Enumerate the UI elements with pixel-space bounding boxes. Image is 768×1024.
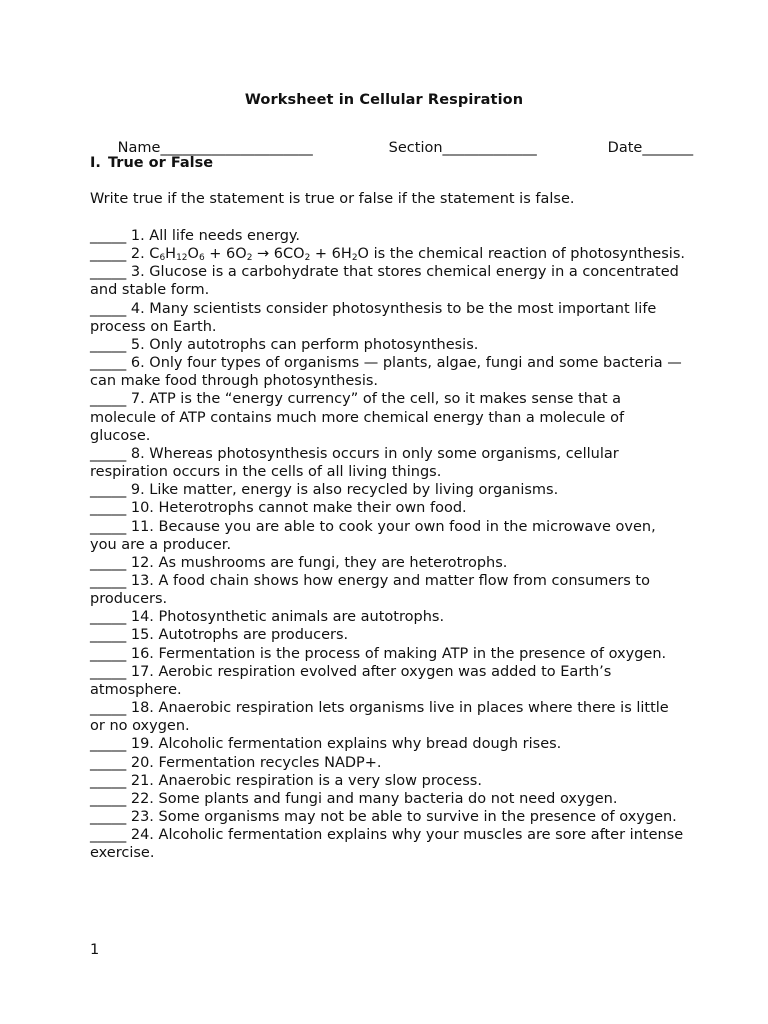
date-field[interactable]	[580, 124, 693, 172]
name-blank[interactable]: _____________________	[160, 140, 313, 156]
answer-blank[interactable]: _____	[90, 500, 127, 517]
answer-blank[interactable]: _____	[90, 355, 127, 372]
question-text: 18. Anaerobic respiration lets organisms live in places where there is little or no oxygen.	[90, 700, 669, 735]
question-item	[90, 445, 685, 481]
question-text: 1. All life needs energy.	[130, 228, 301, 244]
answer-blank[interactable]: _____	[90, 754, 127, 771]
question-item	[90, 354, 685, 390]
question-text: 11. Because you are able to cook your own food in the microwave oven, you are a producer.	[90, 518, 656, 553]
question-item	[90, 754, 685, 772]
answer-blank[interactable]: _____	[90, 645, 127, 662]
question-item	[90, 499, 685, 517]
question-text: 10. Heterotrophs cannot make their own food.	[130, 500, 467, 517]
answer-blank[interactable]: _____	[90, 228, 127, 244]
question-item	[90, 608, 685, 626]
question-item	[90, 645, 685, 663]
question-text: 16. Fermentation is the process of making ATP in the presence of oxygen.	[130, 645, 667, 662]
answer-blank[interactable]: _____	[90, 554, 127, 571]
section-blank[interactable]: _____________	[442, 140, 537, 156]
question-text: 22. Some plants and fungi and many bacteria do not need oxygen.	[130, 790, 618, 807]
question-item	[90, 390, 685, 444]
question-item	[90, 808, 685, 826]
question-text: 4. Many scientists consider photosynthesis to be the most important life process on Earth.	[90, 300, 657, 335]
question-text: 19. Alcoholic fermentation explains why bread dough rises.	[130, 736, 562, 753]
instructions: Write true if the statement is true or false if the statement is false.	[90, 191, 575, 207]
answer-blank[interactable]: _____	[90, 827, 127, 844]
answer-blank[interactable]: _____	[90, 300, 127, 317]
answer-blank[interactable]: _____	[90, 445, 127, 462]
question-item	[90, 227, 685, 245]
subscript: 6	[159, 253, 166, 264]
question-item	[90, 735, 685, 753]
question-item	[90, 572, 685, 608]
question-text: 24. Alcoholic fermentation explains why your muscles are sore after intense exercise.	[90, 827, 684, 862]
answer-blank[interactable]: _____	[90, 518, 127, 535]
answer-blank[interactable]: _____	[90, 627, 127, 644]
question-item	[90, 699, 685, 735]
question-text: 9. Like matter, energy is also recycled by living organisms.	[130, 482, 559, 499]
question-text: 13. A food chain shows how energy and matter flow from consumers to producers.	[90, 572, 650, 608]
question-text	[131, 246, 685, 262]
question-list	[90, 227, 685, 862]
subscript: 2	[246, 253, 253, 264]
page-number: 1	[90, 942, 100, 958]
question-text: 23. Some organisms may not be able to survive in the presence of oxygen.	[130, 809, 677, 825]
answer-blank[interactable]: _____	[90, 336, 127, 353]
name-label: Name	[117, 140, 161, 156]
formula-text: + 6H	[310, 246, 352, 263]
question-text: 7. ATP is the “energy currency” of the cell, so it makes sense that a molecule of ATP contains much more chemical energy than a molecule of glucose.	[90, 391, 625, 444]
question-item	[90, 245, 685, 263]
answer-blank[interactable]: _____	[90, 700, 127, 717]
subscript: 12	[176, 253, 188, 264]
formula-text: O is the chemical reaction of photosynthesis.	[357, 246, 685, 263]
question-item	[90, 554, 685, 572]
question-item	[90, 626, 685, 644]
formula-text: → 6CO	[252, 246, 305, 263]
question-text: 17. Aerobic respiration evolved after oxygen was added to Earth’s atmosphere.	[90, 663, 612, 698]
question-text: 5. Only autotrophs can perform photosynthesis.	[130, 336, 479, 353]
subscript: 2	[304, 253, 311, 264]
date-blank[interactable]: _______	[642, 140, 694, 156]
formula-text: 2. C	[130, 246, 160, 263]
answer-blank[interactable]: _____	[90, 482, 127, 499]
question-item	[90, 518, 685, 554]
section-field[interactable]	[361, 124, 537, 172]
answer-blank[interactable]: _____	[90, 609, 127, 626]
question-text: 6. Only four types of organisms — plants, algae, fungi and some bacteria — can make food through photosynthesis.	[90, 355, 682, 390]
answer-blank[interactable]: _____	[90, 391, 127, 408]
question-text: 8. Whereas photosynthesis occurs in only some organisms, cellular respiration occurs in the cells of all living things.	[90, 445, 619, 481]
section-label: Section	[388, 140, 443, 156]
answer-blank[interactable]: _____	[90, 809, 127, 825]
date-label: Date	[607, 140, 643, 156]
answer-blank[interactable]: _____	[90, 772, 127, 789]
question-text: 21. Anaerobic respiration is a very slow process.	[130, 772, 482, 789]
answer-blank[interactable]: _____	[90, 264, 127, 281]
question-item	[90, 481, 685, 499]
formula-text: H	[165, 246, 177, 263]
question-item	[90, 336, 685, 354]
question-text: 20. Fermentation recycles NADP+.	[130, 754, 382, 771]
answer-blank[interactable]: _____	[90, 572, 127, 589]
answer-blank[interactable]: _____	[90, 663, 127, 680]
subscript: 6	[198, 253, 205, 264]
question-text: 12. As mushrooms are fungi, they are heterotrophs.	[130, 554, 508, 571]
section-heading	[90, 155, 213, 171]
student-info-row	[90, 124, 694, 156]
question-text: 15. Autotrophs are producers.	[130, 627, 349, 644]
question-item	[90, 300, 685, 336]
formula-text: O	[187, 246, 199, 263]
answer-blank[interactable]: _____	[90, 736, 127, 753]
question-text: 3. Glucose is a carbohydrate that stores chemical energy in a concentrated and stable form.	[90, 264, 679, 299]
question-item	[90, 826, 685, 862]
answer-blank[interactable]: _____	[90, 246, 127, 263]
subscript: 2	[351, 253, 358, 264]
question-item	[90, 772, 685, 790]
question-text: 14. Photosynthetic animals are autotrophs.	[130, 609, 445, 626]
worksheet-title: Worksheet in Cellular Respiration	[244, 92, 524, 108]
question-item	[90, 663, 685, 699]
question-item	[90, 263, 685, 299]
section-title: True or False	[108, 155, 214, 171]
formula-text: + 6O	[204, 246, 247, 263]
question-item	[90, 790, 685, 808]
section-number: I.	[90, 155, 101, 171]
answer-blank[interactable]: _____	[90, 790, 127, 807]
